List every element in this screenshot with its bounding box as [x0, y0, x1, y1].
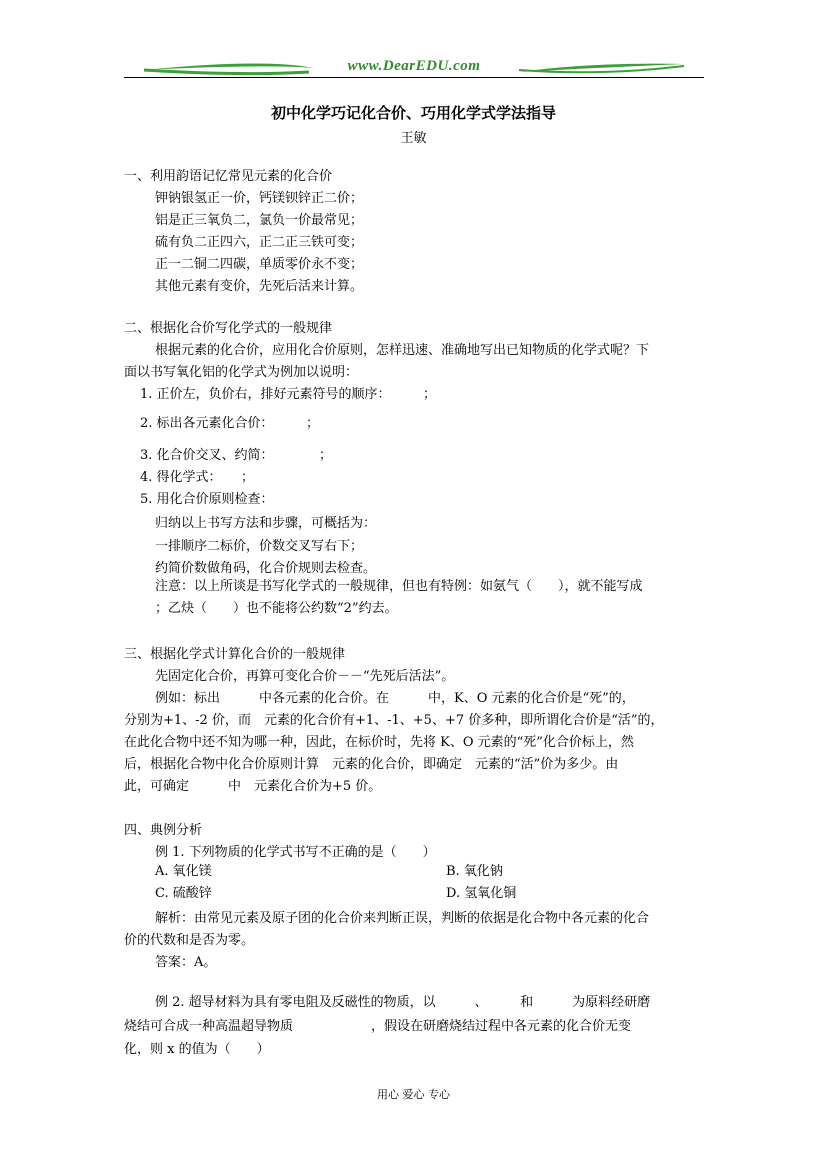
section4-heading: 四、典例分析 [124, 823, 203, 838]
section3-line: 此，可确定 中 元素化合价为+5 价。 [124, 779, 382, 794]
site-logo-text: www.DearEDU.com [347, 58, 481, 74]
example2-line: 烧结可合成一种高温超导物质 ，假设在研磨烧结过程中各元素的化合价无变 [124, 1019, 632, 1034]
rhyme-line: 铝是正三氧负二，氯负一价最常见； [155, 213, 364, 228]
section2-intro: 根据元素的化合价，应用化合价原则，怎样迅速、准确地写出已知物质的化学式呢？下 [155, 343, 650, 358]
analysis-line-cont: 价的代数和是否为零。 [124, 933, 255, 948]
step-item: 5. 用化合价原则检查： [140, 492, 274, 507]
section3-line: 分别为+1、-2 价，而 元素的化合价有+1、-1、+5、+7 价多种，即所谓化合价是“活”的， [124, 713, 664, 728]
note-line-cont: ；乙炔（ ）也不能将公约数“2”约去。 [155, 601, 398, 616]
header-divider [124, 77, 704, 78]
section2-intro-cont: 面以书写氧化铝的化学式为例加以说明： [124, 365, 359, 380]
summary-line: 一排顺序二标价，价数交叉写右下； [155, 539, 364, 554]
example2-line: 例 2. 超导材料为具有零电阻及反磁性的物质，以 、 和 为原料经研磨 [155, 995, 651, 1010]
option-b: B. 氧化钠 [446, 864, 503, 879]
step-item: 4. 得化学式： ； [140, 470, 255, 485]
example2-line: 化，则 x 的值为（ ） [124, 1042, 270, 1057]
step-item: 3. 化合价交叉、约简： ； [140, 448, 333, 463]
example1-question: 例 1. 下列物质的化学式书写不正确的是（ ） [155, 845, 436, 860]
note-line: 注意：以上所谈是书写化学式的一般规律，但也有特例：如氨气（ ），就不能写成 [155, 579, 643, 594]
answer-line: 答案：A。 [155, 955, 217, 970]
section1-heading: 一、利用韵语记忆常见元素的化合价 [124, 169, 333, 184]
analysis-line: 解析：由常见元素及原子团的化合价来判断正误，判断的依据是化合物中各元素的化合 [155, 911, 650, 926]
option-c: C. 硫酸锌 [155, 886, 212, 901]
option-d: D. 氢氧化铜 [446, 886, 517, 901]
option-a: A. 氧化镁 [155, 864, 212, 879]
document-title: 初中化学巧记化合价、巧用化学式学法指导 [270, 104, 556, 122]
rhyme-line: 其他元素有变价，先死后活来计算。 [155, 279, 364, 294]
section3-line: 在此化合物中还不知为哪一种，因此，在标价时，先将 K、O 元素的“死”化合价标上，然 [124, 735, 634, 750]
summary-line: 约简价数做角码，化合价规则去检查。 [155, 561, 377, 576]
section2-heading: 二、根据化合价写化学式的一般规律 [124, 321, 333, 336]
step-item: 1. 正价左，负价右，排好元素符号的顺序： ； [140, 387, 437, 402]
document-author: 王敏 [400, 131, 427, 146]
rhyme-line: 正一二铜二四碳，单质零价永不变； [155, 257, 364, 272]
section3-line: 例如：标出 中各元素的化合价。在 中，K、O 元素的化合价是“死”的， [155, 691, 635, 706]
rhyme-line: 钾钠银氢正一价，钙镁钡锌正二价； [155, 191, 364, 206]
rhyme-line: 硫有负二正四六，正二正三铁可变； [155, 235, 364, 250]
page-footer: 用心 爱心 专心 [377, 1088, 450, 1101]
section3-line: 后，根据化合物中化合价原则计算 元素的化合价，即确定 元素的“活”价为多少。由 [124, 757, 619, 772]
step-item: 2. 标出各元素化合价： ； [140, 416, 320, 431]
section3-line: 先固定化合价，再算可变化合价－－“先死后活法”。 [155, 669, 455, 684]
summary-line: 归纳以上书写方法和步骤，可概括为： [155, 516, 377, 531]
section3-heading: 三、根据化学式计算化合价的一般规律 [124, 647, 346, 662]
